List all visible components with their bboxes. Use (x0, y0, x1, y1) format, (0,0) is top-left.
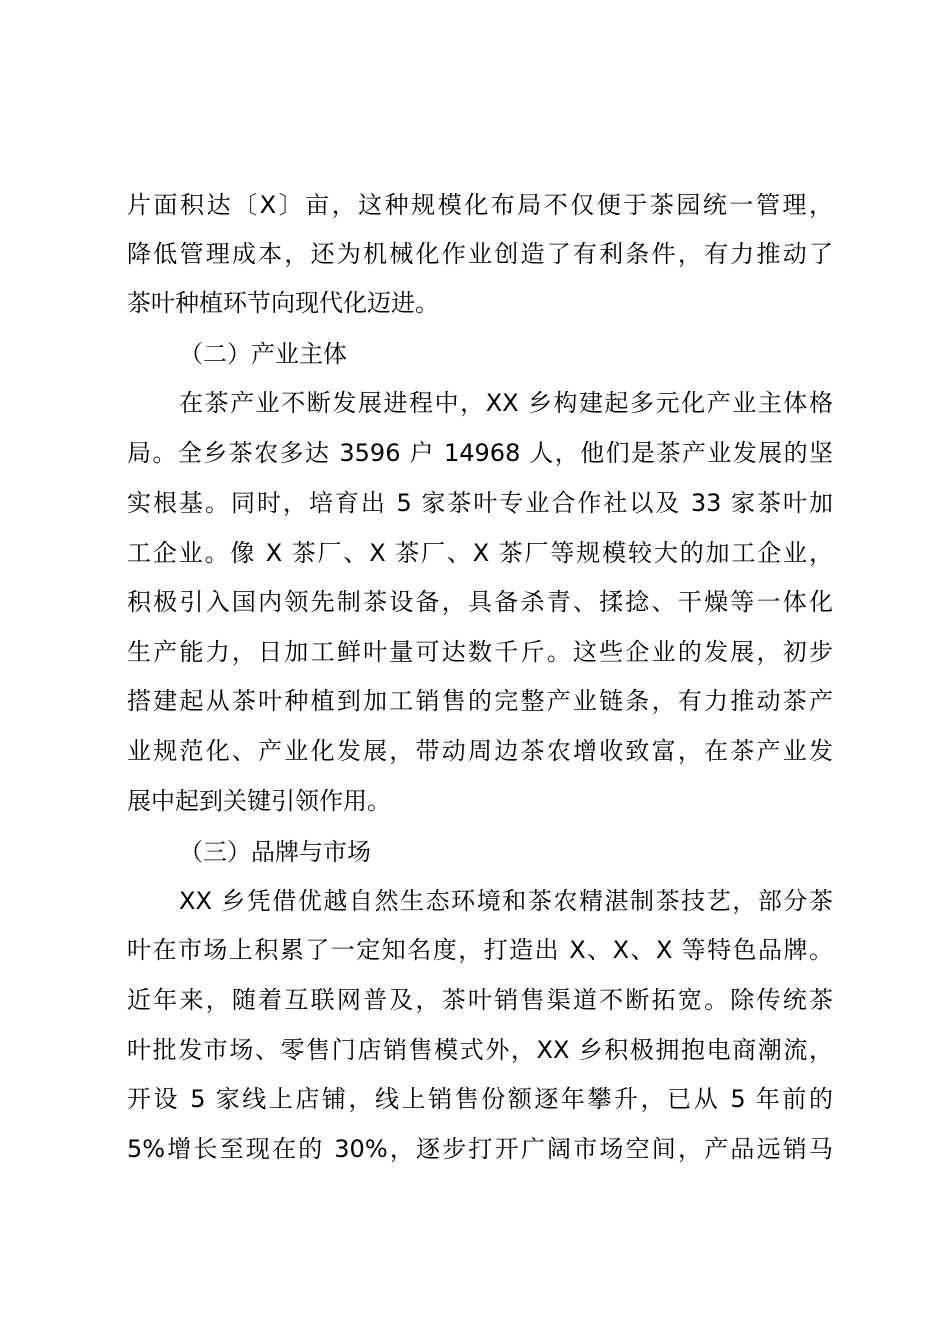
paragraph-line: 在茶产业不断发展进程中，XX 乡构建起多元化产业主体格 (179, 389, 833, 417)
paragraph-line: 工企业。像 X 茶厂、X 茶厂、X 茶厂等规模较大的加工企业， (127, 539, 833, 567)
paragraph-line: 局。全乡茶农多达 3596 户 14968 人，他们是茶产业发展的坚 (127, 439, 833, 467)
paragraph-line: 近年来，随着互联网普及，茶叶销售渠道不断拓宽。除传统茶 (127, 986, 833, 1014)
paragraph-line: 开设 5 家线上店铺，线上销售份额逐年攀升，已从 5 年前的 (127, 1085, 833, 1113)
paragraph-line: 业规范化、产业化发展，带动周边茶农增收致富，在茶产业发 (127, 737, 833, 765)
paragraph-line: 搭建起从茶叶种植到加工销售的完整产业链条，有力推动茶产 (127, 687, 833, 715)
section-heading: （三）品牌与市场 (179, 838, 371, 866)
paragraph-line: 叶批发市场、零售门店销售模式外，XX 乡积极拥抱电商潮流， (127, 1036, 833, 1064)
paragraph-line: 茶叶种植环节向现代化迈进。 (127, 289, 439, 317)
paragraph-line: 积极引入国内领先制茶设备，具备杀青、揉捻、干燥等一体化 (127, 588, 833, 616)
paragraph-line: 叶在市场上积累了一定知名度，打造出 X、X、X 等特色品牌。 (127, 936, 833, 964)
paragraph-line: 生产能力，日加工鲜叶量可达数千斤。这些企业的发展，初步 (127, 638, 833, 666)
paragraph-line: 片面积达〔X〕亩，这种规模化布局不仅便于茶园统一管理， (127, 191, 833, 219)
paragraph-line: 实根基。同时，培育出 5 家茶叶专业合作社以及 33 家茶叶加 (127, 489, 833, 517)
paragraph-line: 降低管理成本，还为机械化作业创造了有利条件，有力推动了 (127, 240, 833, 268)
section-heading: （二）产业主体 (179, 340, 347, 368)
paragraph-line: 展中起到关键引领作用。 (127, 787, 391, 815)
paragraph-line: 5%增长至现在的 30%，逐步打开广阔市场空间，产品远销马 (127, 1135, 833, 1163)
paragraph-line: XX 乡凭借优越自然生态环境和茶农精湛制茶技艺，部分茶 (179, 887, 833, 915)
